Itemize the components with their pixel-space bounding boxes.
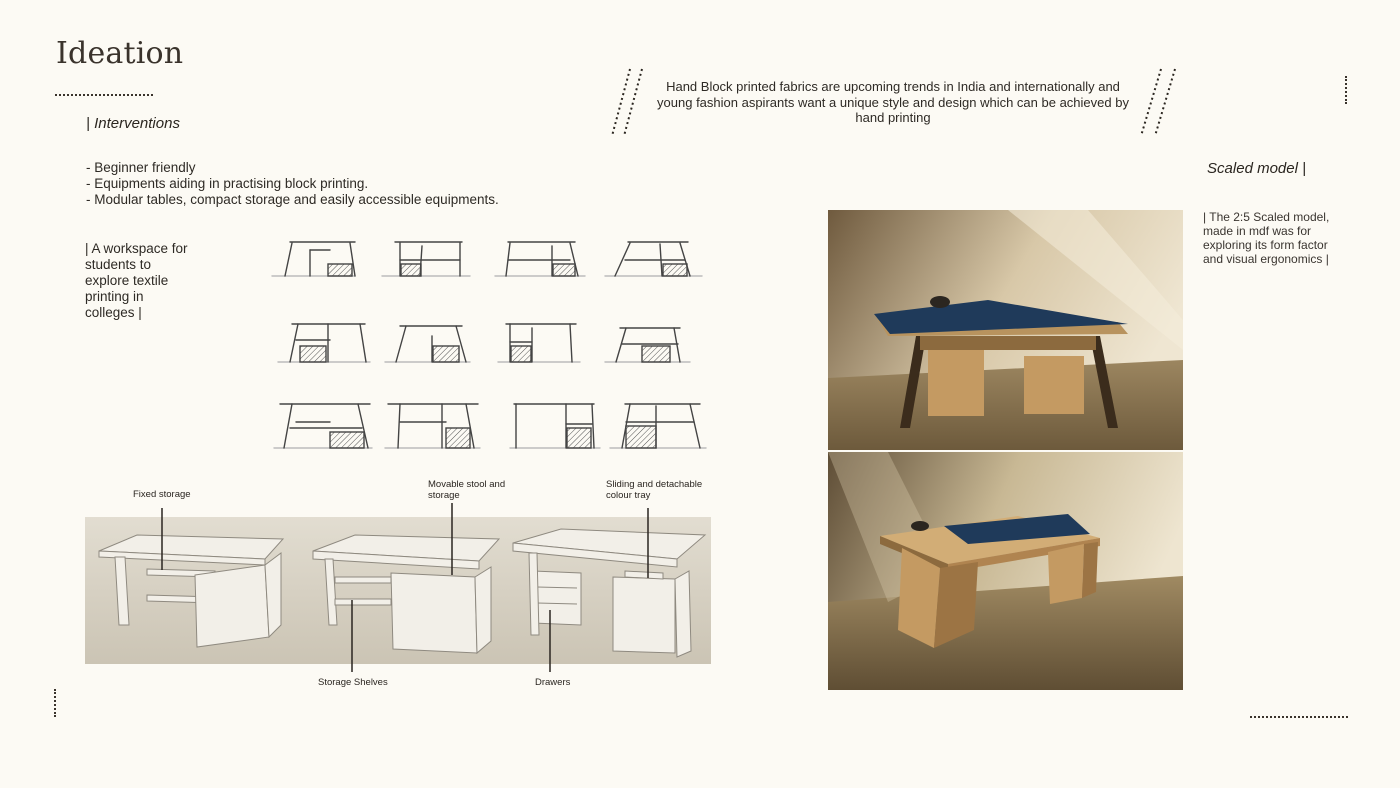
bullet-beginner-friendly: - Beginner friendly <box>86 160 196 175</box>
quote-text: Hand Block printed fabrics are upcoming trends in India and internationally and young fashion aspirants want a unique style and design which can be achieved by hand printing <box>657 79 1129 125</box>
sketch-7 <box>498 324 580 362</box>
sketch-4 <box>605 242 702 276</box>
interventions-heading: | Interventions <box>86 115 180 132</box>
sketch-1 <box>272 242 355 276</box>
quote-open-slashes-icon <box>608 66 648 140</box>
concept-sketches <box>270 236 708 458</box>
page-title: Ideation <box>56 36 184 71</box>
render-strip <box>85 517 711 664</box>
callout-sliding-tray: Sliding and detachable colour tray <box>606 479 703 501</box>
scaled-model-heading: Scaled model | <box>1207 160 1306 177</box>
bottom-left-dotted-divider <box>54 689 56 717</box>
bullet-modular-tables: - Modular tables, compact storage and easily accessible equipments. <box>86 192 499 207</box>
scaled-model-photo-angle <box>828 452 1183 690</box>
bottom-right-dotted-divider <box>1250 716 1348 718</box>
callout-movable-stool: Movable stool and storage <box>428 479 506 501</box>
scaled-model-photo-front <box>828 210 1183 450</box>
workspace-note: | A workspace for students to explore textile printing in colleges | <box>85 241 188 320</box>
callout-fixed-storage: Fixed storage <box>133 489 191 500</box>
scaled-model-description: | The 2:5 Scaled model, made in mdf was for exploring its form factor and visual ergonomics | <box>1203 210 1330 266</box>
callout-storage-shelves: Storage Shelves <box>318 677 388 688</box>
sketch-2 <box>382 242 470 276</box>
bullet-equipments: - Equipments aiding in practising block printing. <box>86 176 369 191</box>
sketch-5 <box>278 324 370 362</box>
sketch-9 <box>274 404 372 448</box>
title-dotted-divider <box>55 94 153 96</box>
interventions-list <box>86 160 499 208</box>
top-right-dotted-divider <box>1345 76 1347 104</box>
sketch-3 <box>495 242 585 276</box>
sketch-10 <box>385 404 480 448</box>
quote-close-slashes-icon <box>1135 66 1179 140</box>
sketch-6 <box>385 326 470 362</box>
sketch-11 <box>510 404 600 448</box>
callout-drawers: Drawers <box>535 677 571 688</box>
sketch-8 <box>605 328 690 362</box>
sketch-12 <box>610 404 706 448</box>
